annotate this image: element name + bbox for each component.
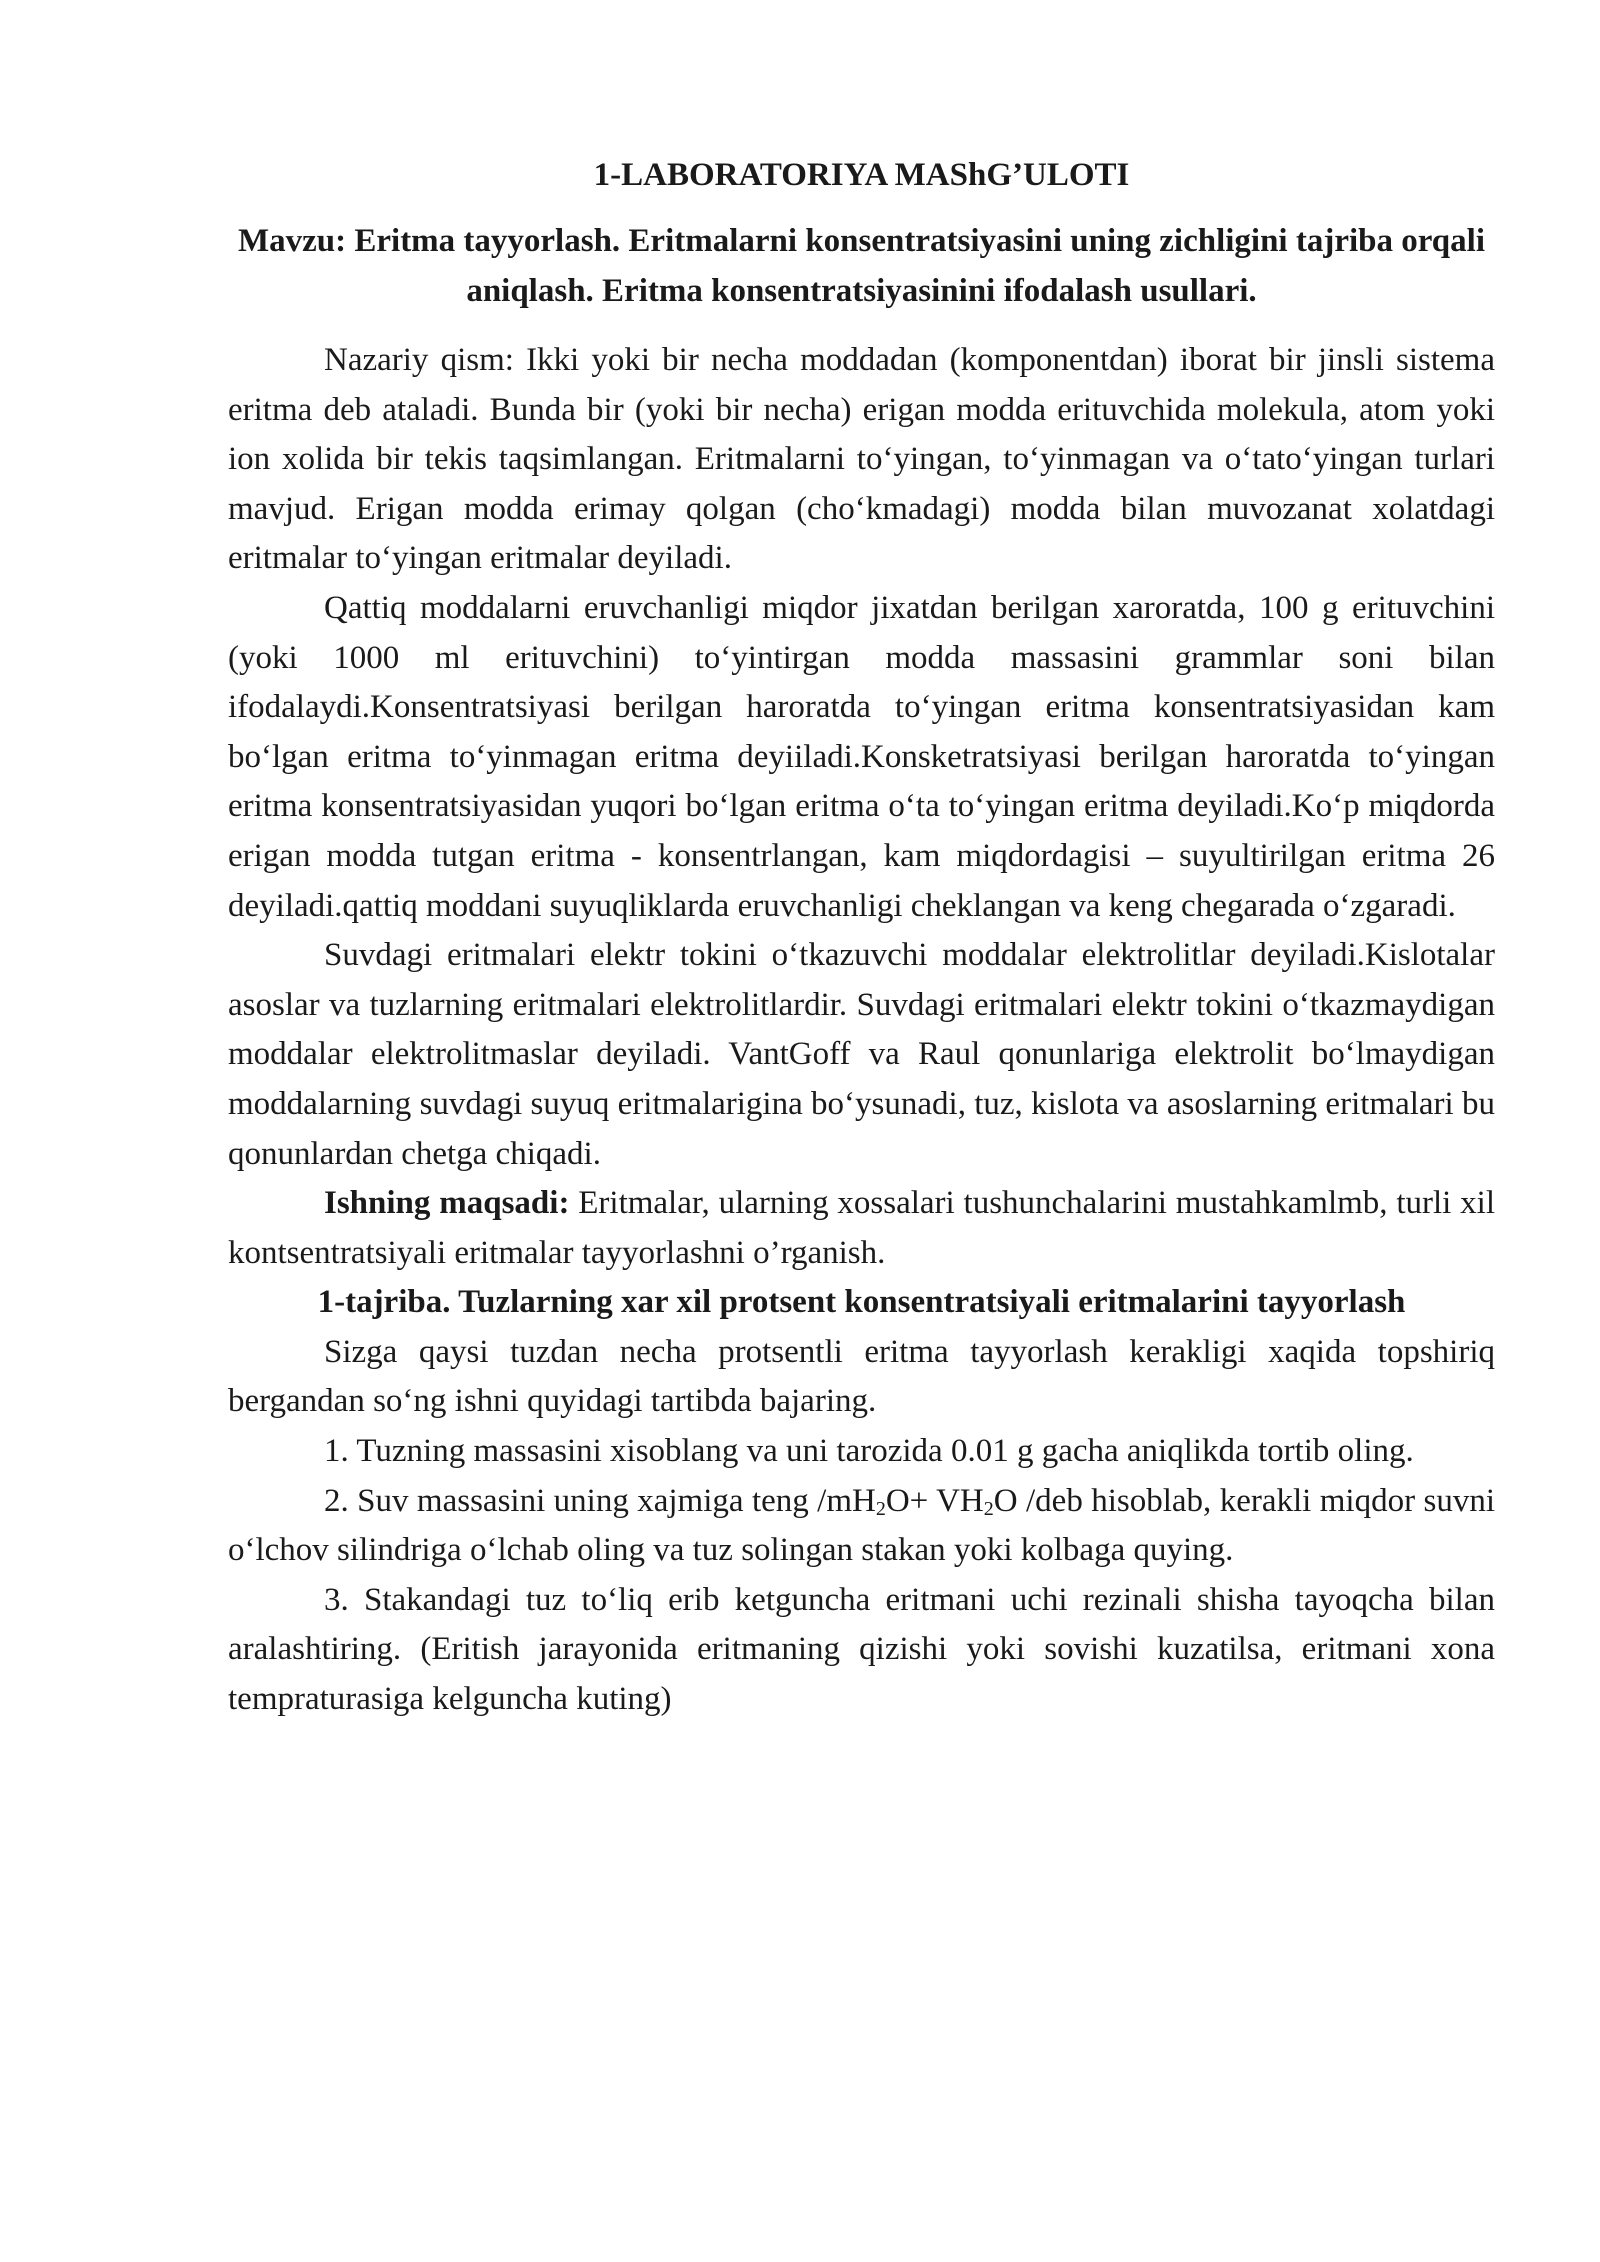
objective-text: Eritmalar, ularning xossalari tushunchalarini mustahkamlmb, turli xil kontsentratsiyali eritmalar tayyorlashni o’rganish. [228, 1185, 1495, 1271]
step-2-part-c: O /deb hisoblab, kerakli miqdor suvni o‘lchov silindriga o‘lchab oling va tuz solingan stakan yoki kolbaga quying. [228, 1482, 1495, 1569]
step-1: 1. Tuzning massasini xisoblang va uni tarozida 0.01 g gacha aniqlikda tortib oling. [324, 1433, 1414, 1470]
paragraph-theory: Nazariy qism: Ikki yoki bir necha moddadan (komponentdan) iborat bir jinsli sistema eritma deb ataladi. Bunda bir (yoki bir necha) erigan modda erituvchida molekula, atom yoki ion xolida bir tekis taqsimlangan. Eritmalarni to‘yingan, to‘yinmagan va o‘tato‘yingan turlari mavjud. Erigan modda erimay qolgan (cho‘kmadagi) modda bilan muvozanat xolatdagi eritmalar to‘yingan eritmalar deyiladi. [228, 342, 1495, 577]
subscript-2: 2 [983, 1497, 994, 1520]
paragraph-electrolytes: Suvdagi eritmalari elektr tokini o‘tkazuvchi moddalar elektrolitlar deyiladi.Kislotalar asoslar va tuzlarning eritmalari elektrolitlardir. Suvdagi eritmalari elektr tokini o‘tkazmaydigan moddalar elektrolitmaslar deyiladi. VantGoff va Raul qonunlariga elektrolit bo‘lmaydigan moddalarning suvdagi suyuq eritmalarigina bo‘ysunadi, tuz, kislota va asoslarning eritmalari bu qonunlardan chetga chiqadi. [228, 937, 1495, 1172]
paragraph-objective [228, 1179, 1495, 1278]
experiment-intro: Sizga qaysi tuzdan necha protsentli eritma tayyorlash kerakligi xaqida topshiriq bergandan so‘ng ishni quyidagi tartibda bajaring. [228, 1333, 1495, 1420]
subscript-2: 2 [875, 1497, 886, 1520]
topic-heading: Mavzu: Eritma tayyorlash. Eritmalarni konsentratsiyasini uning zichligini tajriba orqali aniqlash. Eritma konsentratsiyasinini ifodalash usullari. [237, 223, 1485, 309]
page-title: 1-LABORATORIYA MAShG’ULOTI [593, 157, 1130, 193]
objective-label: Ishning maqsadi: [324, 1185, 570, 1222]
step-3: 3. Stakandagi tuz to‘liq erib ketguncha eritmani uchi rezinali shisha tayoqcha bilan aralashtiring. (Eritish jarayonida eritmaning qizishi yoki sovishi kuzatilsa, eritmani xona tempraturasiga kelguncha kuting) [228, 1581, 1495, 1718]
step-2-part-a: 2. Suv massasini uning xajmiga teng /mH [324, 1482, 876, 1519]
step-2 [228, 1477, 1495, 1576]
paragraph-solubility: Qattiq moddalarni eruvchanligi miqdor jixatdan berilgan xaroratda, 100 g erituvchini (yoki 1000 ml erituvchini) to‘yintirgan modda massasini grammlar soni bilan ifodalaydi.Konsentratsiyasi berilgan haroratda to‘yingan eritma konsentratsiyasidan kam bo‘lgan eritma to‘yinmagan eritma deyiiladi.Konsketratsiyasi berilgan haroratda to‘yingan eritma konsentratsiyasidan yuqori bo‘lgan eritma o‘ta to‘yingan eritma deyiladi.Ko‘p miqdorda erigan modda tutgan eritma - konsentrlangan, kam miqdordagisi – suyultirilgan eritma 26 deyiladi.qattiq moddani suyuqliklarda eruvchanligi cheklangan va keng chegarada o‘zgaradi. [228, 589, 1495, 924]
step-2-part-b: O+ VH [885, 1482, 984, 1519]
experiment-heading: 1-tajriba. Tuzlarning xar xil protsent konsentratsiyali eritmalarini tayyorlash [317, 1284, 1406, 1321]
